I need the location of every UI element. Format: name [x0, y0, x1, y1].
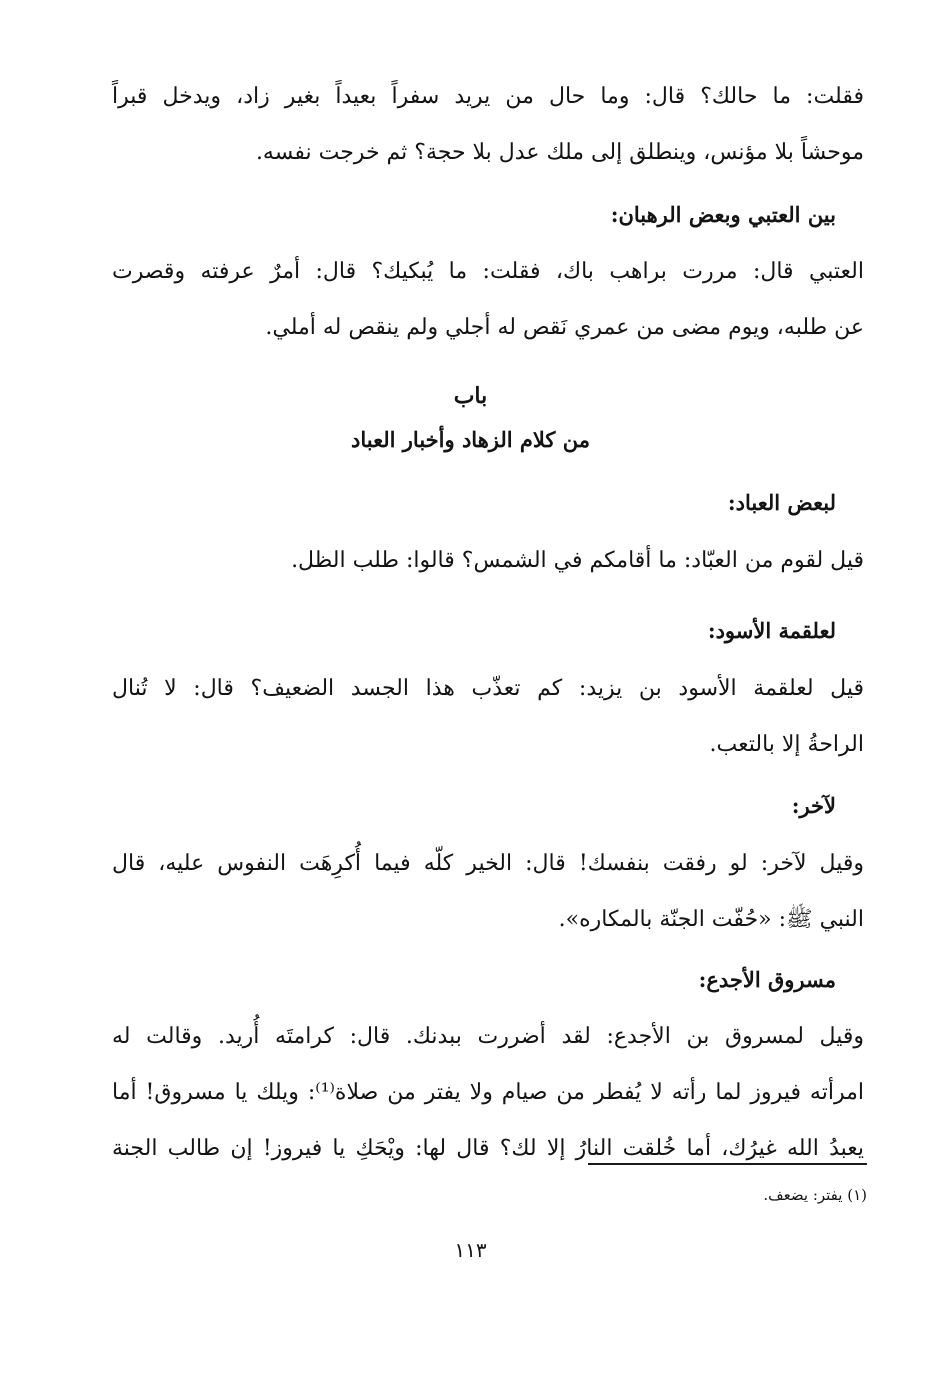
- section-paragraph-utbi: [112, 244, 864, 356]
- footnote-divider: [588, 1163, 867, 1165]
- paragraph-line: عن طلبه، ويوم مضى من عمري نَقص له أجلي ولم ينقص له أملي.: [265, 315, 864, 340]
- paragraph-line: العتبي قال: مررت براهب باك، فقلت: ما يُبكيك؟ قال: أمرٌ عرفته وقصرت: [112, 259, 864, 284]
- paragraph-line: النبي ﷺ: «حُفّت الجنّة بالمكاره».: [558, 907, 864, 932]
- chapter-title: باب: [453, 383, 488, 409]
- section-paragraph-worshippers: [112, 533, 864, 589]
- section-heading-worshippers: لبعض العباد:: [727, 490, 836, 515]
- section-heading-masruq: مسروق الأجدع:: [698, 967, 836, 992]
- section-paragraph-another: [112, 836, 864, 948]
- section-paragraph-masruq: [112, 1009, 864, 1177]
- paragraph-line: وقيل لآخر: لو رفقت بنفسك! قال: الخير كلّه فيما أُكرِهَت النفوس عليه، قال: [112, 851, 864, 876]
- paragraph-line: قيل لقوم من العبّاد: ما أقامكم في الشمس؟ قالوا: طلب الظل.: [291, 548, 864, 573]
- section-heading-utbi: بين العتبي وبعض الرهبان:: [610, 202, 836, 227]
- paragraph-line: الراحةُ إلا بالتعب.: [709, 732, 864, 757]
- opening-paragraph: [112, 69, 864, 181]
- paragraph-line: وقيل لمسروق بن الأجدع: لقد أضررت ببدنك. قال: كرامتَه أُريد. وقالت له: [112, 1024, 864, 1049]
- section-heading-another: لآخر:: [791, 793, 836, 818]
- paragraph-line: موحشاً بلا مؤنس، وينطلق إلى ملك عدل بلا حجة؟ ثم خرجت نفسه.: [255, 140, 864, 165]
- paragraph-line: فقلت: ما حالك؟ قال: وما حال من يريد سفراً بعيداً بغير زاد، ويدخل قبراً: [112, 84, 864, 109]
- paragraph-line: امرأته فيروز لما رأته لا يُفطر من صيام ولا يفتر من صلاة⁽¹⁾: ويلك يا مسروق! أما: [112, 1080, 864, 1105]
- footnote: (١) يفتر: يضعف.: [763, 1186, 867, 1204]
- section-paragraph-alqama: [112, 661, 864, 773]
- paragraph-line: قيل لعلقمة الأسود بن يزيد: كم تعذّب هذا الجسد الضعيف؟ قال: لا تُنال: [112, 676, 864, 701]
- page-number: ١١٣: [454, 1238, 487, 1262]
- section-heading-alqama: لعلقمة الأسود:: [707, 618, 836, 643]
- paragraph-line: يعبدُ الله غيرُك، أما خُلقت النارُ إلا لك؟ قال لها: ويْحَكِ يا فيروز! إن طالب الجنة: [112, 1136, 864, 1161]
- chapter-subtitle: من كلام الزهاد وأخبار العباد: [351, 427, 590, 452]
